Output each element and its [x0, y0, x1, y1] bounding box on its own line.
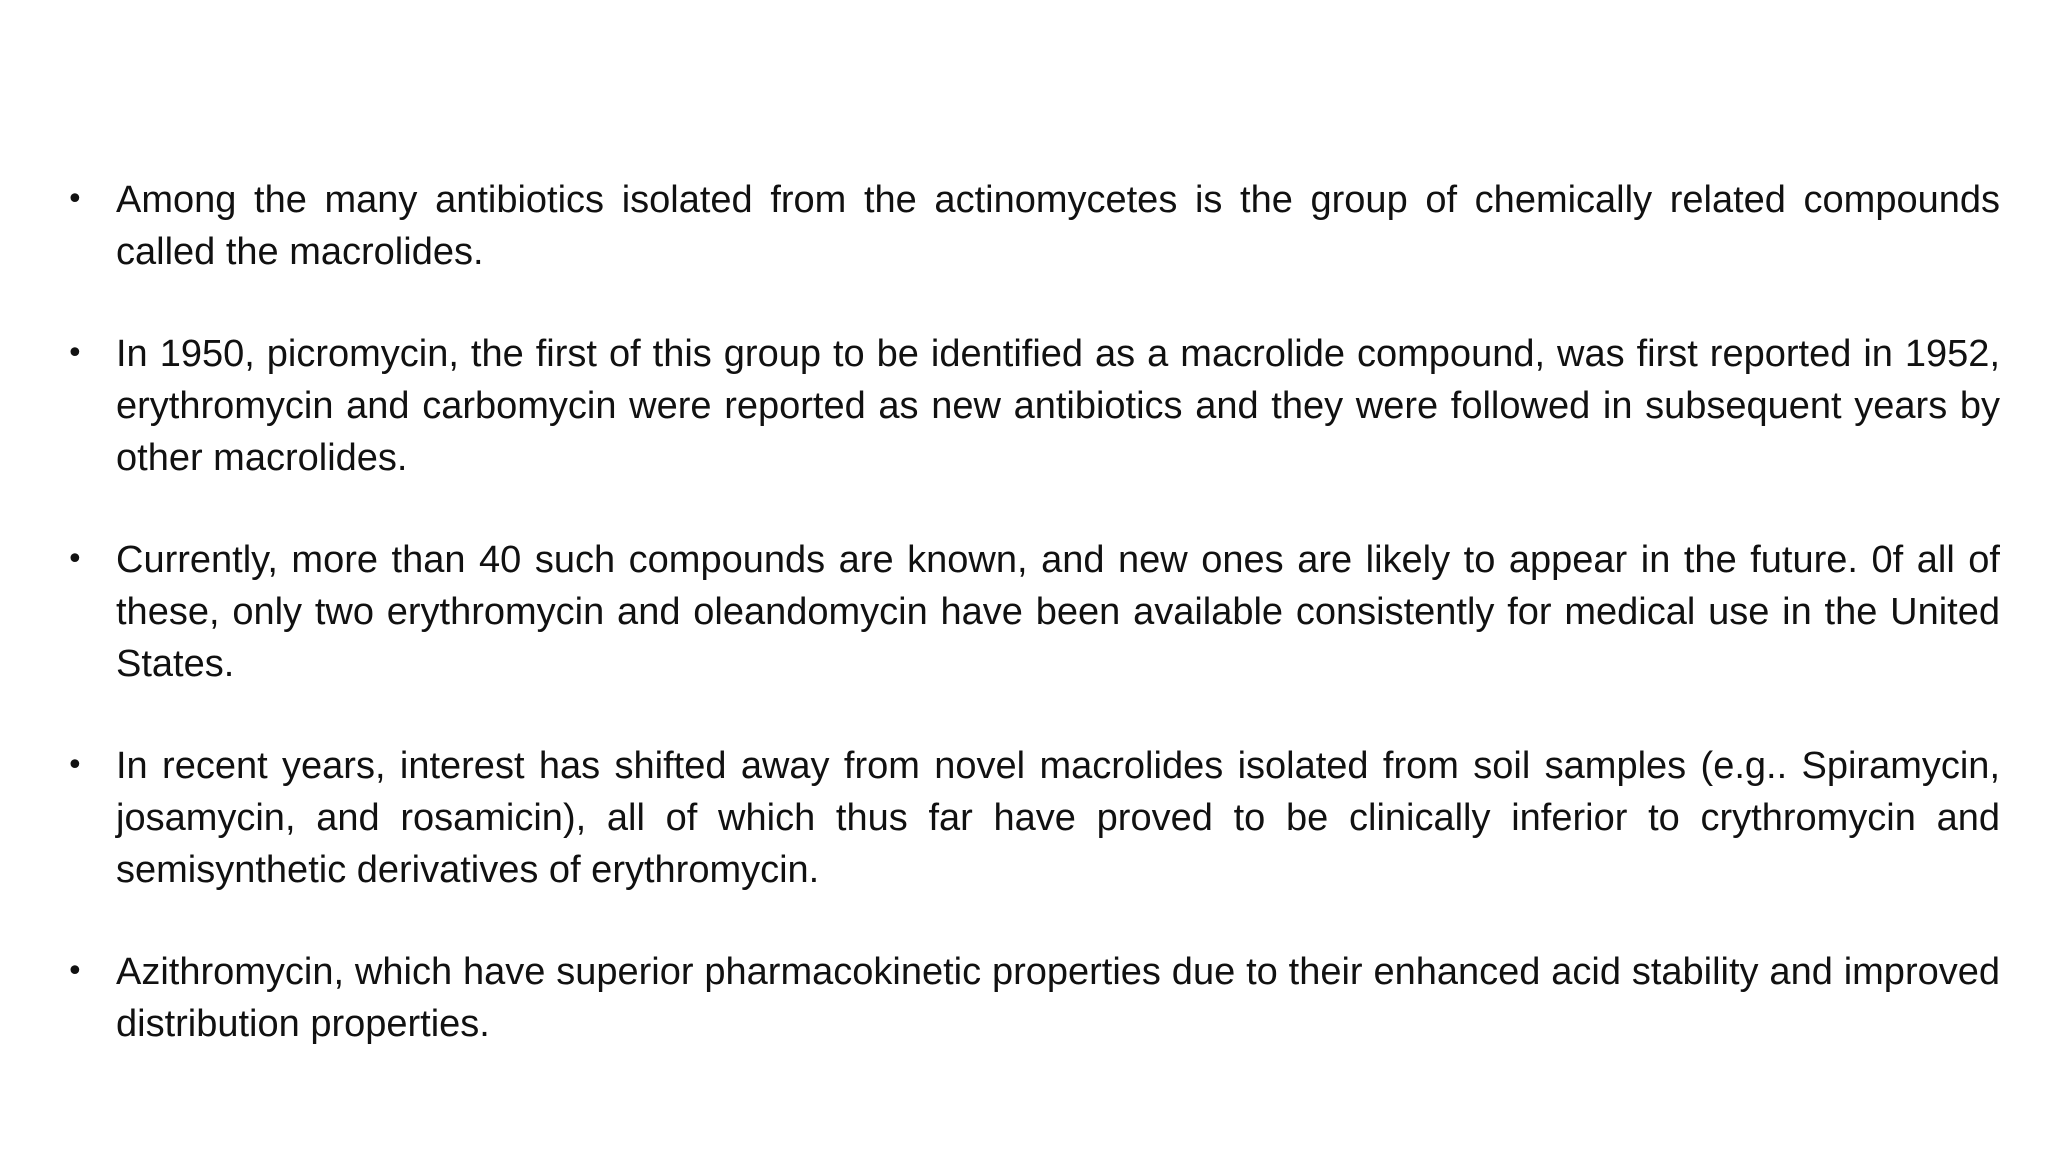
bullet-item-5 [62, 946, 2000, 1050]
bullet-text: In 1950, picromycin, the first of this group to be identified as a macrolide compound, was first reported in 1952, erythromycin and carbomycin were reported as new antibiotics and they were followed in subsequent years by other macrolides. [116, 333, 2000, 479]
bullet-item-4 [62, 740, 2000, 896]
bullet-text: Currently, more than 40 such compounds are known, and new ones are likely to appear in the future. 0f all of these, only two erythromycin and oleandomycin have been available consistently for medical use in the United States. [116, 539, 2000, 685]
bullet-item-2 [62, 328, 2000, 484]
bullet-dot-icon: • [66, 182, 84, 217]
bullet-dot-icon: • [66, 542, 84, 577]
bullet-list [62, 174, 2000, 1100]
bullet-text: In recent years, interest has shifted away from novel macrolides isolated from soil samples (e.g.. Spiramycin, josamycin, and rosamicin), all of which thus far have proved to be clinically inferior to crythromycin and semisynthetic derivatives of erythromycin. [116, 745, 2000, 891]
bullet-dot-icon: • [66, 748, 84, 783]
bullet-text: Among the many antibiotics isolated from the actinomycetes is the group of chemically related compounds called the macrolides. [116, 179, 2000, 273]
bullet-text: Azithromycin, which have superior pharmacokinetic properties due to their enhanced acid stability and improved distribution properties. [116, 951, 2000, 1045]
bullet-item-3 [62, 534, 2000, 690]
bullet-dot-icon: • [66, 954, 84, 989]
bullet-item-1 [62, 174, 2000, 278]
bullet-dot-icon: • [66, 336, 84, 371]
